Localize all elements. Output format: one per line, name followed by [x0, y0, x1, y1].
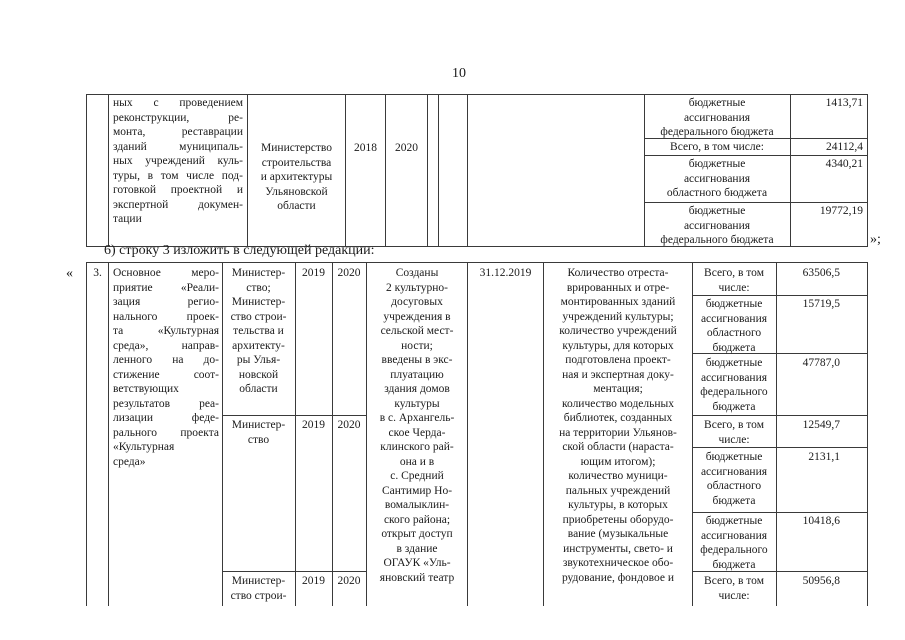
year-end-cell: 2020: [337, 575, 361, 587]
funding-amount: 63506,5: [802, 267, 840, 279]
funding-amount: 47787,0: [802, 357, 840, 369]
executor-cell: Министер- ство; Министер- ство строи- тельства и архитекту- ры Улья- новской области: [230, 267, 287, 395]
funding-amount: 19772,19: [819, 205, 863, 217]
funding-source-label: бюджетные ассигнования федерального бюджета: [700, 357, 768, 413]
measure-name-cell: Основное меро- приятие «Реали- зация регио- нального проек- та «Культурная среда», направ- ленного на до- стижение соот- ветствующих результатов реа- лизации феде- рального проекта «Культурная среда»: [113, 267, 219, 468]
funding-source-label: Всего, в том числе:: [704, 267, 764, 294]
year-end-cell: 2020: [337, 267, 361, 279]
measure-name-cell: ных с проведением реконструкции, ре- монта, реставрации зданий муниципаль- ных учреждений куль- туры, в том числе под- готовкой проектной и экспертной докумен- тации: [113, 97, 243, 225]
row-number-cell: 3.: [93, 267, 102, 279]
year-end-cell: 2020: [395, 142, 418, 154]
funding-amount: 10418,6: [802, 515, 840, 527]
funding-source-label: бюджетные ассигнования федерального бюджета: [700, 515, 768, 571]
funding-source-label: бюджетные ассигнования областного бюджета: [666, 158, 768, 199]
funding-amount: 2131,1: [808, 451, 840, 463]
funding-source-label: Всего, в том числе:: [704, 419, 764, 446]
year-end-cell: 2020: [337, 419, 361, 431]
indicators-cell: Количество отреста- врированных и отре- монтированных зданий учреждений культуры; количество учреждений культуры, для которых подготовлена проект- ная и экспертная доку- ментация; количество модельных библиотек, созданных на территории Ульянов- ской области (нараста- ющим итогом); количество муници- пальных учреждений культуры, в которых приобретены оборудо- вание (музыкальные инструменты, свето- и звукотехническое обо- рудование, фондовое и: [559, 267, 677, 584]
completion-date-cell: 31.12.2019: [479, 267, 532, 279]
funding-amount: 50956,8: [802, 575, 840, 587]
funding-source-label: бюджетные ассигнования областного бюджета: [700, 451, 768, 507]
instruction-text: 6) строку 3 изложить в следующей редакции:: [104, 243, 375, 258]
year-start-cell: 2018: [354, 142, 377, 154]
funding-amount: 15719,5: [802, 298, 840, 310]
page-number: 10: [452, 66, 466, 81]
funding-amount: 12549,7: [802, 419, 840, 431]
funding-source-label: бюджетные ассигнования областного бюджета: [700, 298, 768, 354]
year-start-cell: 2019: [302, 575, 325, 587]
closing-quote: »;: [870, 232, 881, 247]
executor-cell: Министер- ство строи-: [230, 575, 287, 602]
funding-source-label: Всего, в том числе:: [670, 141, 764, 153]
funding-source-label: Всего, в том числе:: [704, 575, 764, 602]
opening-quote: «: [66, 266, 73, 281]
funding-amount: 1413,71: [825, 97, 863, 109]
executor-cell: Министерство строительства и архитектуры Ульяновской области: [260, 142, 333, 212]
funding-source-label: бюджетные ассигнования федерального бюджета: [660, 97, 774, 138]
funding-amount: 24112,4: [826, 141, 863, 153]
funding-source-label: бюджетные ассигнования федерального бюджета: [660, 205, 774, 246]
expected-result-cell: Созданы 2 культурно- досуговых учреждения в сельской мест- ности; введены в экс- плуатацию здания домов культуры в с. Архангель- ское Черда- клинского рай- она и в с. Средний Сантимир Но- вомалыклин- ского района; открыт доступ в здание ОГАУК «Уль- яновский театр: [379, 267, 455, 584]
year-start-cell: 2019: [302, 419, 325, 431]
year-start-cell: 2019: [302, 267, 325, 279]
executor-cell: Министер- ство: [231, 419, 286, 446]
funding-amount: 4340,21: [825, 158, 863, 170]
